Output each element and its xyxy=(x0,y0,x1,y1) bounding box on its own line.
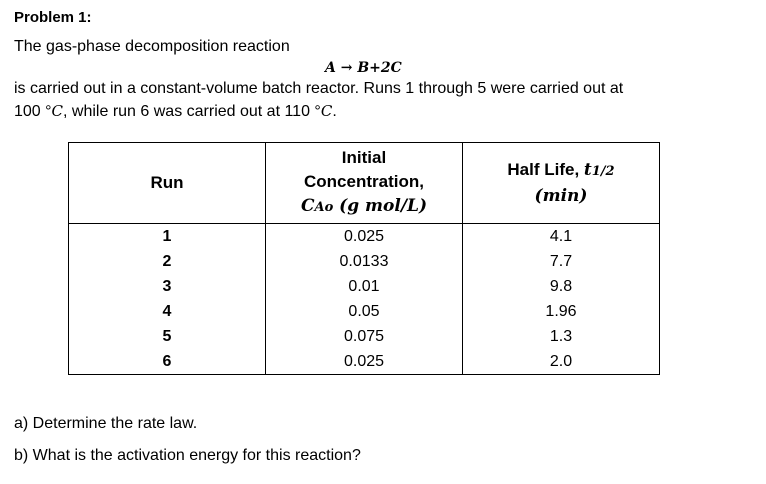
temp-2: , while run 6 was carried out at 110 ° xyxy=(63,103,321,120)
header-half-line1: Half Life, t1/2 xyxy=(507,160,615,180)
header-row xyxy=(69,143,660,224)
cell-half-life: 9.8 xyxy=(463,274,660,299)
cell-half-life: 7.7 xyxy=(463,249,660,274)
cell-run: 3 xyxy=(69,274,266,299)
table-row xyxy=(69,274,660,299)
reaction-equation: A → B+2C xyxy=(325,60,402,76)
cell-half-life: 2.0 xyxy=(463,349,660,375)
header-half-life xyxy=(463,143,660,224)
cell-run: 5 xyxy=(69,324,266,349)
header-conc-symbol: CAo (g mol/L) xyxy=(300,196,428,216)
table-row xyxy=(69,249,660,274)
header-initial-concentration xyxy=(266,143,463,224)
cell-concentration: 0.0133 xyxy=(266,249,463,274)
cell-half-life: 4.1 xyxy=(463,224,660,250)
cell-concentration: 0.075 xyxy=(266,324,463,349)
question-b: b) What is the activation energy for this reaction? xyxy=(14,447,361,464)
cell-half-life: 1.96 xyxy=(463,299,660,324)
cell-concentration: 0.01 xyxy=(266,274,463,299)
cell-concentration: 0.05 xyxy=(266,299,463,324)
header-conc-line2: Concentration, xyxy=(304,172,424,191)
unit-c: C xyxy=(51,102,64,120)
table-row xyxy=(69,299,660,324)
cell-run: 2 xyxy=(69,249,266,274)
cell-concentration: 0.025 xyxy=(266,224,463,250)
header-run: Run xyxy=(69,143,266,224)
header-half-unit: (min) xyxy=(534,186,588,206)
cell-half-life: 1.3 xyxy=(463,324,660,349)
question-a: a) Determine the rate law. xyxy=(14,415,198,432)
cell-concentration: 0.025 xyxy=(266,349,463,375)
problem-description-line1: is carried out in a constant-volume batch reactor. Runs 1 through 5 were carried out at xyxy=(14,80,624,97)
problem-intro: The gas-phase decomposition reaction xyxy=(14,38,290,55)
table-row xyxy=(69,324,660,349)
unit-c: C xyxy=(320,102,333,120)
temp-1: 100 ° xyxy=(14,103,52,120)
cell-run: 4 xyxy=(69,299,266,324)
header-conc-line1: Initial xyxy=(341,148,387,167)
cell-run: 1 xyxy=(69,224,266,250)
period: . xyxy=(332,103,337,120)
table-row xyxy=(69,224,660,250)
problem-description-line2 xyxy=(14,102,337,121)
problem-title: Problem 1: xyxy=(14,9,92,26)
data-table xyxy=(68,142,660,375)
cell-run: 6 xyxy=(69,349,266,375)
table-row xyxy=(69,349,660,375)
